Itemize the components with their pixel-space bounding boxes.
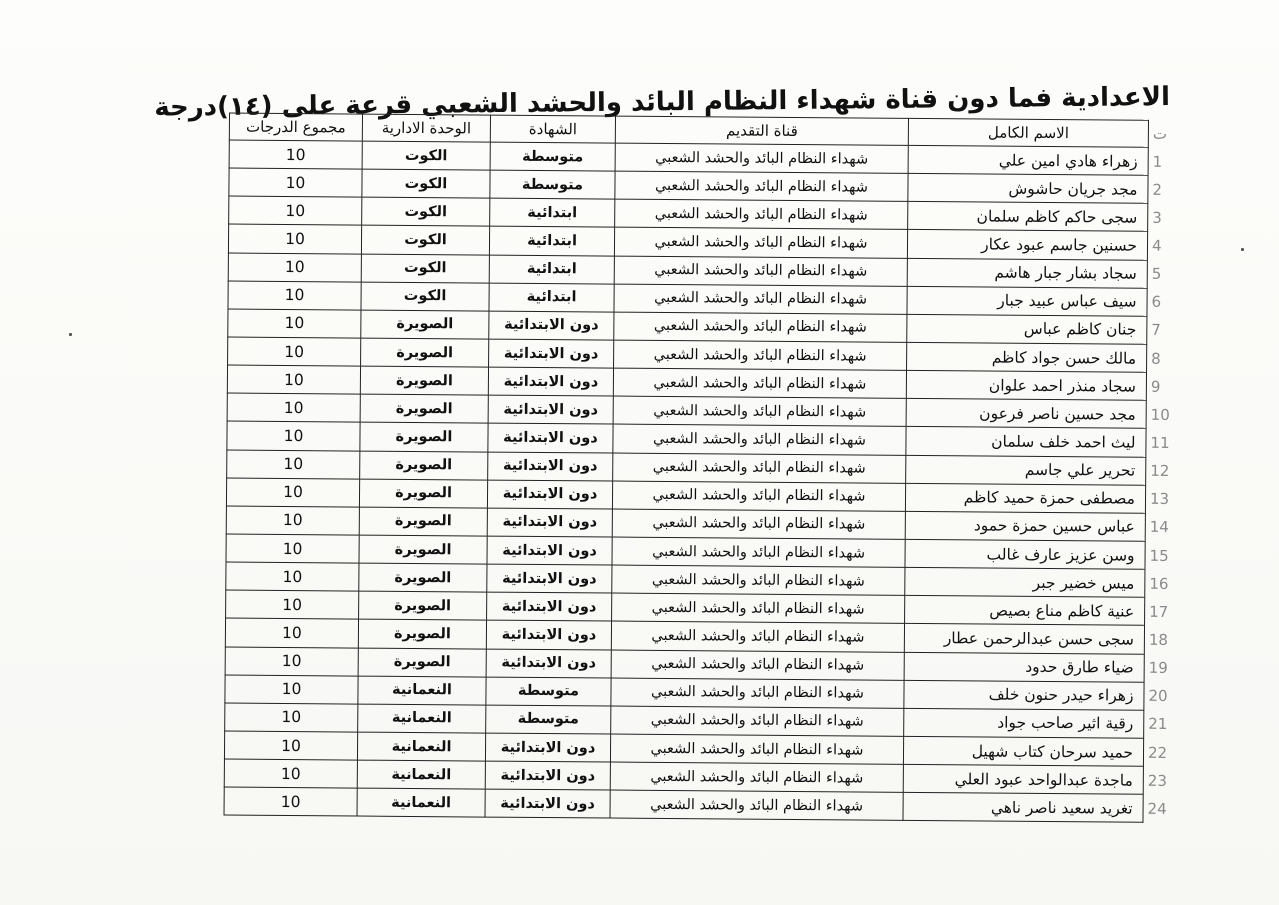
row-number: 3 — [1152, 208, 1162, 227]
scan-speck — [69, 333, 72, 336]
row-name: سجاد بشار جبار هاشم — [907, 258, 1147, 288]
row-score: 10 — [228, 281, 361, 310]
row-certificate: دون الابتدائية — [485, 789, 610, 818]
row-name: ضياء طارق حدود — [904, 652, 1144, 682]
row-number: 13 — [1149, 490, 1170, 509]
scan-speck — [1241, 248, 1244, 251]
row-unit: الصويرة — [359, 479, 487, 508]
row-score: 10 — [224, 759, 357, 788]
header-score: مجموع الدرجات — [229, 113, 362, 141]
row-score: 10 — [227, 421, 360, 450]
row-certificate: دون الابتدائية — [488, 452, 613, 481]
row-certificate: ابتدائية — [489, 255, 614, 284]
row-number: 21 — [1148, 715, 1168, 734]
row-certificate: دون الابتدائية — [485, 761, 610, 790]
row-score: 10 — [225, 675, 358, 704]
row-unit: الصويرة — [361, 338, 489, 367]
row-name: تحرير علي جاسم — [906, 455, 1146, 485]
row-number: 6 — [1151, 293, 1162, 312]
header-name: الاسم الكامل — [908, 118, 1148, 147]
row-number: 18 — [1148, 630, 1169, 649]
row-unit: النعمانية — [358, 676, 486, 705]
row-score: 10 — [229, 196, 362, 225]
row-certificate: ابتدائية — [489, 227, 614, 256]
row-channel: شهداء النظام البائد والحشد الشعبي — [611, 650, 904, 680]
row-channel: شهداء النظام البائد والحشد الشعبي — [614, 312, 907, 342]
row-unit: النعمانية — [357, 788, 485, 817]
row-unit: الصويرة — [361, 310, 489, 339]
row-number: 19 — [1148, 658, 1168, 678]
page-title: الاعدادية فما دون قناة شهداء النظام البائد والحشد الشعبي قرعة على (١٤)درجة — [154, 82, 1171, 123]
row-certificate: دون الابتدائية — [488, 367, 613, 396]
row-unit: الكوت — [362, 197, 490, 226]
row-channel: شهداء النظام البائد والحشد الشعبي — [612, 509, 905, 539]
row-channel: شهداء النظام البائد والحشد الشعبي — [612, 593, 905, 623]
row-name: عنية كاظم مناع بصيص — [905, 596, 1145, 626]
row-name: زهراء هادي امين علي — [908, 145, 1148, 175]
row-channel: شهداء النظام البائد والحشد الشعبي — [612, 565, 905, 595]
row-certificate: دون الابتدائية — [487, 592, 612, 621]
row-name: تغريد سعيد ناصر ناهي — [903, 793, 1143, 823]
row-name: مجد جريان حاشوش — [908, 174, 1148, 204]
row-number: 4 — [1151, 236, 1162, 255]
row-name: سجى حاكم كاظم سلمان — [908, 202, 1148, 232]
row-unit: الصويرة — [360, 394, 488, 423]
row-unit: الصويرة — [359, 507, 487, 536]
row-channel: شهداء النظام البائد والحشد الشعبي — [611, 706, 904, 736]
row-name: مالك حسن جواد كاظم — [907, 342, 1147, 372]
row-name: سيف عباس عبيد جبار — [907, 286, 1147, 316]
row-number: 15 — [1149, 546, 1169, 565]
row-score: 10 — [226, 534, 359, 563]
row-unit: الصويرة — [359, 563, 487, 592]
row-score: 10 — [228, 337, 361, 366]
row-name: سجى حسن عبدالرحمن عطار — [904, 624, 1144, 654]
row-unit: الصويرة — [359, 591, 487, 620]
row-name: جنان كاظم عباس — [907, 314, 1147, 344]
row-score: 10 — [226, 506, 359, 535]
row-channel: شهداء النظام البائد والحشد الشعبي — [613, 396, 906, 426]
row-number: 14 — [1149, 518, 1169, 537]
row-name: حسنين جاسم عبود عكار — [907, 230, 1147, 260]
row-unit: الكوت — [362, 141, 490, 170]
row-score: 10 — [226, 590, 359, 619]
row-number: 7 — [1151, 321, 1161, 340]
row-unit: الصويرة — [358, 648, 486, 677]
row-certificate: دون الابتدائية — [487, 508, 612, 537]
row-channel: شهداء النظام البائد والحشد الشعبي — [613, 453, 906, 483]
row-unit: النعمانية — [358, 704, 486, 733]
row-certificate: دون الابتدائية — [485, 733, 610, 762]
results-table — [224, 113, 1180, 824]
row-channel: شهداء النظام البائد والحشد الشعبي — [613, 368, 906, 398]
row-channel: شهداء النظام البائد والحشد الشعبي — [612, 537, 905, 567]
row-score: 10 — [229, 140, 362, 169]
header-number: ت — [1152, 124, 1168, 143]
row-unit: الصويرة — [360, 366, 488, 395]
row-channel: شهداء النظام البائد والحشد الشعبي — [615, 199, 908, 229]
row-number: 2 — [1152, 180, 1163, 199]
row-channel: شهداء النظام البائد والحشد الشعبي — [612, 481, 905, 511]
row-number: 9 — [1150, 377, 1161, 396]
row-score: 10 — [226, 478, 359, 507]
header-unit: الوحدة الادارية — [362, 114, 490, 142]
row-certificate: دون الابتدائية — [489, 339, 614, 368]
row-certificate: دون الابتدائية — [487, 564, 612, 593]
row-certificate: ابتدائية — [490, 198, 615, 227]
row-name: زهراء حيدر حنون خلف — [904, 680, 1144, 710]
row-score: 10 — [224, 787, 357, 816]
table-body — [224, 140, 1179, 823]
row-score: 10 — [224, 731, 357, 760]
row-score: 10 — [228, 224, 361, 253]
row-name: ميس خضير جبر — [905, 567, 1145, 597]
row-score: 10 — [227, 365, 360, 394]
row-unit: الصويرة — [358, 619, 486, 648]
row-unit: الكوت — [362, 169, 490, 198]
row-number: 10 — [1150, 405, 1170, 424]
row-certificate: دون الابتدائية — [488, 423, 613, 452]
row-certificate: ابتدائية — [489, 283, 614, 312]
row-certificate: دون الابتدائية — [488, 395, 613, 424]
row-number: 16 — [1149, 574, 1169, 593]
row-score: 10 — [227, 450, 360, 479]
row-certificate: متوسطة — [486, 677, 611, 706]
row-channel: شهداء النظام البائد والحشد الشعبي — [614, 256, 907, 286]
row-name: ليث احمد خلف سلمان — [906, 427, 1146, 457]
row-number: 8 — [1151, 349, 1161, 368]
row-name: مصطفى حمزة حميد كاظم — [905, 483, 1145, 513]
row-score: 10 — [225, 647, 358, 676]
row-channel: شهداء النظام البائد والحشد الشعبي — [615, 171, 908, 201]
row-number: 22 — [1147, 743, 1168, 762]
row-certificate: دون الابتدائية — [487, 480, 612, 509]
row-number: 24 — [1147, 799, 1167, 818]
row-number: 23 — [1147, 771, 1167, 790]
row-score: 10 — [226, 562, 359, 591]
row-name: حميد سرحان كتاب شهيل — [903, 736, 1143, 766]
row-channel: شهداء النظام البائد والحشد الشعبي — [611, 621, 904, 651]
row-number: 12 — [1150, 461, 1170, 481]
row-unit: الكوت — [361, 282, 489, 311]
row-unit: الكوت — [361, 225, 489, 254]
row-certificate: متوسطة — [490, 170, 615, 199]
row-score: 10 — [228, 309, 361, 338]
row-certificate: دون الابتدائية — [486, 620, 611, 649]
row-certificate: دون الابتدائية — [489, 311, 614, 340]
row-certificate: متوسطة — [490, 142, 615, 171]
row-channel: شهداء النظام البائد والحشد الشعبي — [610, 734, 903, 764]
row-name: عباس حسين حمزة حمود — [905, 511, 1145, 541]
row-unit: النعمانية — [357, 760, 485, 789]
row-unit: الكوت — [361, 254, 489, 283]
row-number: 20 — [1148, 687, 1168, 706]
row-channel: شهداء النظام البائد والحشد الشعبي — [613, 424, 906, 454]
row-number: 17 — [1149, 602, 1169, 621]
row-unit: الصويرة — [359, 535, 487, 564]
row-unit: الصويرة — [360, 451, 488, 480]
row-name: وسن عزيز عارف غالب — [905, 539, 1145, 569]
row-unit: النعمانية — [357, 732, 485, 761]
row-channel: شهداء النظام البائد والحشد الشعبي — [614, 284, 907, 314]
row-channel: شهداء النظام البائد والحشد الشعبي — [614, 227, 907, 257]
row-score: 10 — [229, 168, 362, 197]
row-score: 10 — [227, 393, 360, 422]
row-score: 10 — [225, 618, 358, 647]
row-name: سجاد منذر احمد علوان — [906, 370, 1146, 400]
row-name: ماجدة عبدالواحد عبود العلي — [903, 764, 1143, 794]
row-channel: شهداء النظام البائد والحشد الشعبي — [614, 340, 907, 370]
row-name: مجد حسين ناصر فرعون — [906, 399, 1146, 429]
row-name: رقية اثير صاحب جواد — [904, 708, 1144, 738]
row-certificate: دون الابتدائية — [487, 536, 612, 565]
header-certificate: الشهادة — [490, 115, 615, 143]
row-unit: الصويرة — [360, 422, 488, 451]
row-score: 10 — [228, 253, 361, 282]
row-number: 1 — [1152, 152, 1163, 171]
row-channel: شهداء النظام البائد والحشد الشعبي — [610, 790, 903, 820]
row-channel: شهداء النظام البائد والحشد الشعبي — [615, 143, 908, 173]
row-number: 11 — [1150, 433, 1170, 452]
row-certificate: متوسطة — [486, 705, 611, 734]
row-number: 5 — [1151, 264, 1162, 283]
row-score: 10 — [225, 703, 358, 732]
header-channel: قناة التقديم — [615, 116, 908, 145]
row-channel: شهداء النظام البائد والحشد الشعبي — [610, 762, 903, 792]
row-channel: شهداء النظام البائد والحشد الشعبي — [611, 678, 904, 708]
row-certificate: دون الابتدائية — [486, 649, 611, 678]
